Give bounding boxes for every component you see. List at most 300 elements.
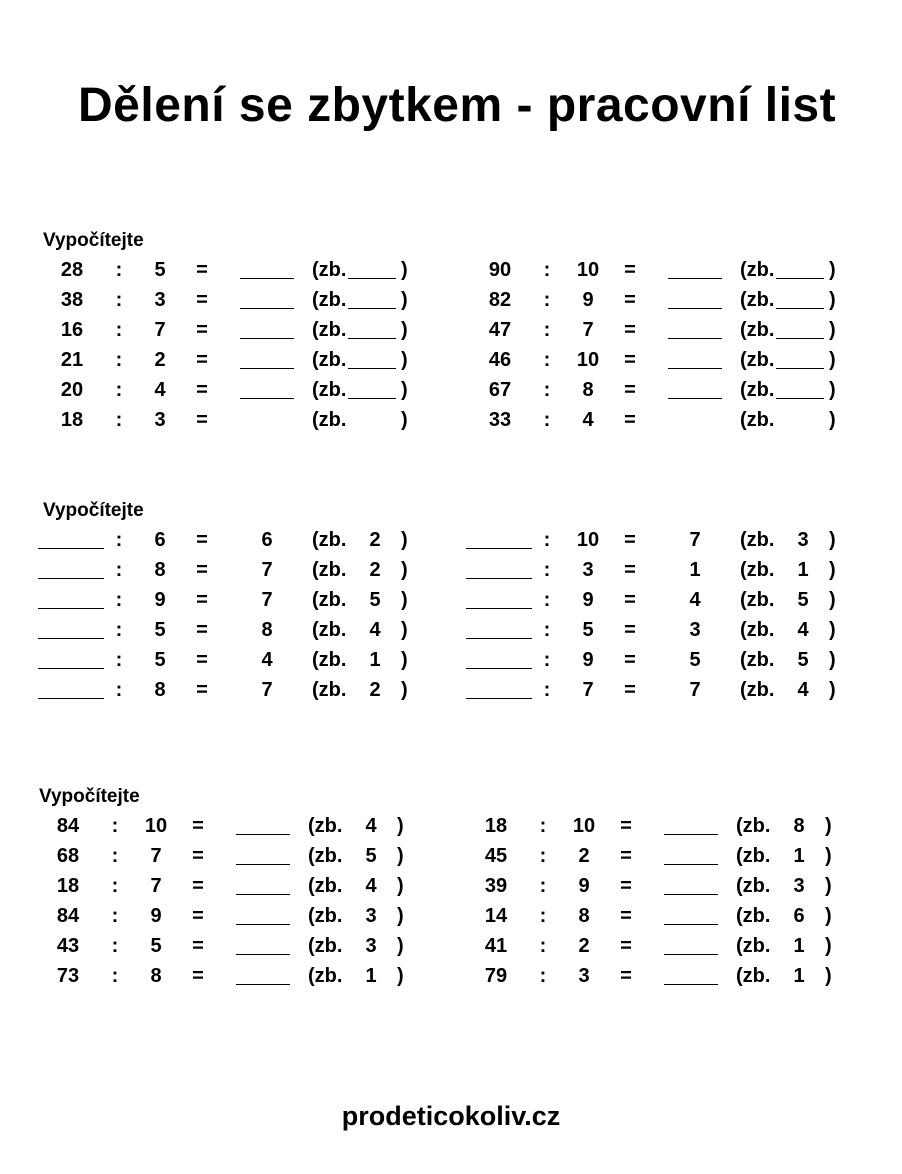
quotient: 5 bbox=[689, 649, 701, 671]
remainder-answer-blank[interactable] bbox=[348, 338, 396, 339]
remainder: 6 bbox=[793, 905, 805, 927]
remainder-close-paren: ) bbox=[401, 619, 408, 641]
dividend: 43 bbox=[56, 935, 80, 957]
divisor: 2 bbox=[154, 349, 166, 371]
dividend: 73 bbox=[56, 965, 80, 987]
remainder-label: (zb. bbox=[740, 619, 775, 641]
quotient-answer-blank[interactable] bbox=[236, 984, 290, 985]
equals-sign: = bbox=[624, 349, 636, 371]
equals-sign: = bbox=[196, 619, 208, 641]
dividend: 18 bbox=[484, 815, 508, 837]
divisor: 8 bbox=[150, 965, 162, 987]
divisor: 9 bbox=[150, 905, 162, 927]
quotient-answer-blank[interactable] bbox=[664, 894, 718, 895]
divisor: 8 bbox=[578, 905, 590, 927]
division-sign: : bbox=[111, 965, 119, 987]
problem-column-left bbox=[0, 811, 426, 1001]
division-problem-row bbox=[0, 255, 430, 285]
remainder-close-paren: ) bbox=[397, 935, 404, 957]
division-sign: : bbox=[115, 349, 123, 371]
equals-sign: = bbox=[624, 319, 636, 341]
remainder-close-paren: ) bbox=[825, 965, 832, 987]
divisor: 5 bbox=[154, 619, 166, 641]
divisor: 9 bbox=[582, 289, 594, 311]
remainder-label: (zb. bbox=[308, 845, 343, 867]
remainder-close-paren: ) bbox=[397, 905, 404, 927]
remainder: 1 bbox=[793, 935, 805, 957]
division-sign: : bbox=[115, 589, 123, 611]
dividend-answer-blank[interactable] bbox=[466, 548, 532, 549]
division-problem-row bbox=[0, 871, 426, 901]
division-problem-row bbox=[0, 675, 430, 705]
remainder-label: (zb. bbox=[308, 905, 343, 927]
remainder-answer-blank[interactable] bbox=[348, 398, 396, 399]
division-sign: : bbox=[543, 589, 551, 611]
dividend-answer-blank[interactable] bbox=[466, 608, 532, 609]
remainder: 4 bbox=[797, 619, 809, 641]
remainder-close-paren: ) bbox=[825, 845, 832, 867]
section-heading: Vypočítejte bbox=[43, 230, 144, 251]
quotient-answer-blank[interactable] bbox=[668, 278, 722, 279]
division-problem-row bbox=[0, 931, 426, 961]
division-problem-row bbox=[424, 931, 854, 961]
quotient: 7 bbox=[261, 679, 273, 701]
quotient-answer-blank[interactable] bbox=[664, 984, 718, 985]
division-sign: : bbox=[115, 319, 123, 341]
remainder-label: (zb. bbox=[740, 589, 775, 611]
section-2 bbox=[0, 525, 902, 715]
remainder-answer-blank[interactable] bbox=[348, 308, 396, 309]
remainder-close-paren: ) bbox=[397, 965, 404, 987]
division-sign: : bbox=[543, 559, 551, 581]
divisor: 9 bbox=[582, 589, 594, 611]
division-problem-row bbox=[0, 961, 426, 991]
dividend-answer-blank[interactable] bbox=[38, 608, 104, 609]
equals-sign: = bbox=[620, 905, 632, 927]
remainder: 5 bbox=[365, 845, 377, 867]
remainder-label: (zb. bbox=[312, 319, 347, 341]
remainder-close-paren: ) bbox=[397, 875, 404, 897]
divisor: 2 bbox=[578, 935, 590, 957]
divisor: 10 bbox=[576, 529, 600, 551]
division-problem-row bbox=[0, 585, 430, 615]
quotient: 4 bbox=[261, 649, 273, 671]
division-sign: : bbox=[543, 349, 551, 371]
remainder: 4 bbox=[365, 875, 377, 897]
dividend-answer-blank[interactable] bbox=[38, 548, 104, 549]
problem-column-right bbox=[428, 525, 858, 715]
dividend: 28 bbox=[60, 259, 84, 281]
remainder-answer-blank[interactable] bbox=[776, 308, 824, 309]
divisor: 7 bbox=[154, 319, 166, 341]
divisor: 7 bbox=[150, 845, 162, 867]
remainder-close-paren: ) bbox=[829, 349, 836, 371]
remainder-close-paren: ) bbox=[829, 319, 836, 341]
divisor: 9 bbox=[154, 589, 166, 611]
remainder-label: (zb. bbox=[312, 379, 347, 401]
divisor: 4 bbox=[154, 379, 166, 401]
equals-sign: = bbox=[196, 649, 208, 671]
remainder-close-paren: ) bbox=[401, 349, 408, 371]
divisor: 10 bbox=[144, 815, 168, 837]
division-problem-row bbox=[0, 345, 430, 375]
division-problem-row bbox=[428, 375, 858, 405]
division-problem-row bbox=[0, 901, 426, 931]
remainder-answer-blank[interactable] bbox=[776, 368, 824, 369]
equals-sign: = bbox=[624, 379, 636, 401]
division-sign: : bbox=[543, 619, 551, 641]
remainder-close-paren: ) bbox=[401, 379, 408, 401]
remainder-close-paren: ) bbox=[829, 559, 836, 581]
remainder-close-paren: ) bbox=[401, 679, 408, 701]
division-problem-row bbox=[428, 585, 858, 615]
dividend: 38 bbox=[60, 289, 84, 311]
remainder-label: (zb. bbox=[308, 965, 343, 987]
dividend-answer-blank[interactable] bbox=[466, 698, 532, 699]
division-problem-row bbox=[0, 615, 430, 645]
remainder-label: (zb. bbox=[740, 349, 775, 371]
divisor: 10 bbox=[572, 815, 596, 837]
dividend: 47 bbox=[488, 319, 512, 341]
dividend: 20 bbox=[60, 379, 84, 401]
remainder-close-paren: ) bbox=[825, 875, 832, 897]
remainder-close-paren: ) bbox=[401, 259, 408, 281]
division-problem-row bbox=[0, 285, 430, 315]
dividend: 39 bbox=[484, 875, 508, 897]
equals-sign: = bbox=[196, 589, 208, 611]
division-problem-row bbox=[428, 645, 858, 675]
dividend: 16 bbox=[60, 319, 84, 341]
quotient-answer-blank[interactable] bbox=[240, 398, 294, 399]
quotient: 7 bbox=[261, 559, 273, 581]
quotient-answer-blank[interactable] bbox=[240, 308, 294, 309]
division-sign: : bbox=[543, 409, 551, 431]
division-sign: : bbox=[115, 259, 123, 281]
remainder-answer-blank[interactable] bbox=[776, 278, 824, 279]
division-sign: : bbox=[543, 529, 551, 551]
divisor: 8 bbox=[154, 679, 166, 701]
division-sign: : bbox=[115, 379, 123, 401]
remainder: 2 bbox=[369, 529, 381, 551]
quotient-answer-blank[interactable] bbox=[668, 368, 722, 369]
dividend-answer-blank[interactable] bbox=[466, 638, 532, 639]
remainder-label: (zb. bbox=[312, 649, 347, 671]
remainder: 3 bbox=[365, 905, 377, 927]
divisor: 8 bbox=[154, 559, 166, 581]
quotient-answer-blank[interactable] bbox=[668, 338, 722, 339]
remainder-label: (zb. bbox=[736, 905, 771, 927]
dividend: 41 bbox=[484, 935, 508, 957]
equals-sign: = bbox=[624, 259, 636, 281]
problem-column-right bbox=[424, 811, 854, 1001]
division-sign: : bbox=[543, 649, 551, 671]
divisor: 9 bbox=[582, 649, 594, 671]
remainder-close-paren: ) bbox=[829, 409, 836, 431]
division-problem-row bbox=[428, 285, 858, 315]
remainder: 8 bbox=[793, 815, 805, 837]
dividend: 68 bbox=[56, 845, 80, 867]
remainder: 2 bbox=[369, 559, 381, 581]
division-problem-row bbox=[0, 645, 430, 675]
remainder-label: (zb. bbox=[736, 935, 771, 957]
divisor: 8 bbox=[582, 379, 594, 401]
remainder-close-paren: ) bbox=[829, 679, 836, 701]
remainder-label: (zb. bbox=[308, 875, 343, 897]
problem-column-right bbox=[428, 255, 858, 445]
divisor: 7 bbox=[582, 679, 594, 701]
equals-sign: = bbox=[624, 679, 636, 701]
remainder: 1 bbox=[793, 845, 805, 867]
division-sign: : bbox=[539, 935, 547, 957]
division-sign: : bbox=[543, 259, 551, 281]
equals-sign: = bbox=[624, 649, 636, 671]
dividend: 67 bbox=[488, 379, 512, 401]
equals-sign: = bbox=[196, 259, 208, 281]
remainder-label: (zb. bbox=[740, 559, 775, 581]
dividend-answer-blank[interactable] bbox=[38, 638, 104, 639]
remainder: 1 bbox=[797, 559, 809, 581]
division-problem-row bbox=[424, 901, 854, 931]
remainder-close-paren: ) bbox=[397, 815, 404, 837]
division-sign: : bbox=[111, 815, 119, 837]
division-problem-row bbox=[424, 811, 854, 841]
equals-sign: = bbox=[196, 289, 208, 311]
remainder-label: (zb. bbox=[736, 965, 771, 987]
division-sign: : bbox=[111, 875, 119, 897]
quotient-answer-blank[interactable] bbox=[668, 398, 722, 399]
dividend: 18 bbox=[60, 409, 84, 431]
division-problem-row bbox=[0, 555, 430, 585]
divisor: 5 bbox=[154, 649, 166, 671]
divisor: 5 bbox=[154, 259, 166, 281]
equals-sign: = bbox=[624, 589, 636, 611]
equals-sign: = bbox=[196, 529, 208, 551]
section-heading: Vypočítejte bbox=[39, 786, 140, 807]
footer-website: prodeticokoliv.cz bbox=[341, 1101, 561, 1131]
remainder-close-paren: ) bbox=[829, 259, 836, 281]
remainder: 3 bbox=[365, 935, 377, 957]
division-sign: : bbox=[539, 875, 547, 897]
remainder-label: (zb. bbox=[312, 529, 347, 551]
quotient: 1 bbox=[689, 559, 701, 581]
quotient-answer-blank[interactable] bbox=[236, 954, 290, 955]
equals-sign: = bbox=[624, 559, 636, 581]
equals-sign: = bbox=[624, 409, 636, 431]
divisor: 4 bbox=[582, 409, 594, 431]
divisor: 6 bbox=[154, 529, 166, 551]
remainder: 1 bbox=[369, 649, 381, 671]
quotient-answer-blank[interactable] bbox=[240, 338, 294, 339]
dividend: 45 bbox=[484, 845, 508, 867]
quotient: 7 bbox=[689, 529, 701, 551]
quotient-answer-blank[interactable] bbox=[240, 368, 294, 369]
problem-column-left bbox=[0, 525, 430, 715]
quotient-answer-blank[interactable] bbox=[664, 924, 718, 925]
division-sign: : bbox=[543, 289, 551, 311]
equals-sign: = bbox=[196, 559, 208, 581]
division-sign: : bbox=[111, 905, 119, 927]
remainder-close-paren: ) bbox=[401, 289, 408, 311]
quotient-answer-blank[interactable] bbox=[668, 308, 722, 309]
divisor: 7 bbox=[582, 319, 594, 341]
remainder: 4 bbox=[369, 619, 381, 641]
division-problem-row bbox=[428, 615, 858, 645]
equals-sign: = bbox=[192, 965, 204, 987]
division-sign: : bbox=[539, 815, 547, 837]
remainder: 5 bbox=[797, 589, 809, 611]
equals-sign: = bbox=[192, 815, 204, 837]
remainder-label: (zb. bbox=[312, 679, 347, 701]
remainder-answer-blank[interactable] bbox=[776, 338, 824, 339]
quotient-answer-blank[interactable] bbox=[664, 834, 718, 835]
division-problem-row bbox=[428, 525, 858, 555]
remainder-label: (zb. bbox=[312, 619, 347, 641]
remainder-answer-blank[interactable] bbox=[776, 398, 824, 399]
division-sign: : bbox=[111, 845, 119, 867]
division-sign: : bbox=[111, 935, 119, 957]
remainder-label: (zb. bbox=[312, 589, 347, 611]
remainder-close-paren: ) bbox=[829, 649, 836, 671]
remainder: 4 bbox=[797, 679, 809, 701]
equals-sign: = bbox=[192, 875, 204, 897]
division-problem-row bbox=[0, 811, 426, 841]
dividend: 84 bbox=[56, 815, 80, 837]
dividend-answer-blank[interactable] bbox=[466, 668, 532, 669]
quotient-answer-blank[interactable] bbox=[664, 954, 718, 955]
divisor: 2 bbox=[578, 845, 590, 867]
division-problem-row bbox=[428, 315, 858, 345]
quotient-answer-blank[interactable] bbox=[236, 834, 290, 835]
remainder-label: (zb. bbox=[740, 679, 775, 701]
division-sign: : bbox=[115, 679, 123, 701]
quotient-answer-blank[interactable] bbox=[240, 278, 294, 279]
quotient: 6 bbox=[261, 529, 273, 551]
quotient-answer-blank[interactable] bbox=[236, 894, 290, 895]
division-sign: : bbox=[539, 965, 547, 987]
division-sign: : bbox=[115, 529, 123, 551]
divisor: 5 bbox=[150, 935, 162, 957]
remainder-label: (zb. bbox=[736, 845, 771, 867]
quotient: 8 bbox=[261, 619, 273, 641]
dividend: 84 bbox=[56, 905, 80, 927]
dividend-answer-blank[interactable] bbox=[466, 578, 532, 579]
quotient: 7 bbox=[261, 589, 273, 611]
quotient: 3 bbox=[689, 619, 701, 641]
remainder-label: (zb. bbox=[740, 529, 775, 551]
equals-sign: = bbox=[624, 289, 636, 311]
remainder-close-paren: ) bbox=[825, 905, 832, 927]
remainder: 3 bbox=[797, 529, 809, 551]
equals-sign: = bbox=[192, 905, 204, 927]
dividend: 82 bbox=[488, 289, 512, 311]
division-sign: : bbox=[115, 289, 123, 311]
dividend-answer-blank[interactable] bbox=[38, 668, 104, 669]
remainder-close-paren: ) bbox=[829, 379, 836, 401]
division-sign: : bbox=[543, 379, 551, 401]
remainder: 5 bbox=[369, 589, 381, 611]
remainder-close-paren: ) bbox=[401, 529, 408, 551]
remainder-close-paren: ) bbox=[401, 319, 408, 341]
remainder-label: (zb. bbox=[736, 815, 771, 837]
quotient-answer-blank[interactable] bbox=[236, 864, 290, 865]
equals-sign: = bbox=[620, 875, 632, 897]
divisor: 9 bbox=[578, 875, 590, 897]
remainder-label: (zb. bbox=[740, 289, 775, 311]
dividend-answer-blank[interactable] bbox=[38, 578, 104, 579]
equals-sign: = bbox=[624, 619, 636, 641]
equals-sign: = bbox=[192, 935, 204, 957]
equals-sign: = bbox=[196, 349, 208, 371]
quotient-answer-blank[interactable] bbox=[664, 864, 718, 865]
remainder-label: (zb. bbox=[740, 649, 775, 671]
divisor: 3 bbox=[578, 965, 590, 987]
equals-sign: = bbox=[624, 529, 636, 551]
division-problem-row bbox=[428, 345, 858, 375]
remainder-close-paren: ) bbox=[829, 529, 836, 551]
remainder-label: (zb. bbox=[740, 319, 775, 341]
division-problem-row bbox=[428, 405, 858, 435]
remainder-close-paren: ) bbox=[829, 589, 836, 611]
section-3 bbox=[0, 811, 902, 1001]
remainder-label: (zb. bbox=[740, 409, 775, 431]
divisor: 3 bbox=[582, 559, 594, 581]
remainder-label: (zb. bbox=[312, 409, 347, 431]
remainder-close-paren: ) bbox=[401, 589, 408, 611]
remainder: 5 bbox=[797, 649, 809, 671]
quotient: 4 bbox=[689, 589, 701, 611]
remainder: 2 bbox=[369, 679, 381, 701]
remainder-label: (zb. bbox=[312, 559, 347, 581]
remainder-label: (zb. bbox=[740, 259, 775, 281]
division-sign: : bbox=[539, 845, 547, 867]
remainder: 1 bbox=[793, 965, 805, 987]
dividend: 18 bbox=[56, 875, 80, 897]
divisor: 3 bbox=[154, 289, 166, 311]
divisor: 7 bbox=[150, 875, 162, 897]
equals-sign: = bbox=[620, 965, 632, 987]
remainder-answer-blank[interactable] bbox=[348, 368, 396, 369]
remainder-close-paren: ) bbox=[397, 845, 404, 867]
remainder-close-paren: ) bbox=[829, 289, 836, 311]
division-sign: : bbox=[115, 619, 123, 641]
dividend: 14 bbox=[484, 905, 508, 927]
dividend: 33 bbox=[488, 409, 512, 431]
quotient: 7 bbox=[689, 679, 701, 701]
division-problem-row bbox=[424, 871, 854, 901]
remainder: 4 bbox=[365, 815, 377, 837]
remainder-close-paren: ) bbox=[825, 815, 832, 837]
remainder-close-paren: ) bbox=[401, 649, 408, 671]
dividend: 21 bbox=[60, 349, 84, 371]
division-problem-row bbox=[424, 841, 854, 871]
division-sign: : bbox=[115, 559, 123, 581]
equals-sign: = bbox=[620, 935, 632, 957]
division-sign: : bbox=[539, 905, 547, 927]
remainder: 3 bbox=[793, 875, 805, 897]
dividend-answer-blank[interactable] bbox=[38, 698, 104, 699]
remainder-answer-blank[interactable] bbox=[348, 278, 396, 279]
remainder-label: (zb. bbox=[308, 815, 343, 837]
division-problem-row bbox=[0, 405, 430, 435]
equals-sign: = bbox=[192, 845, 204, 867]
remainder-label: (zb. bbox=[736, 875, 771, 897]
section-1 bbox=[0, 255, 902, 445]
division-sign: : bbox=[115, 409, 123, 431]
quotient-answer-blank[interactable] bbox=[236, 924, 290, 925]
equals-sign: = bbox=[196, 409, 208, 431]
division-sign: : bbox=[543, 319, 551, 341]
problem-column-left bbox=[0, 255, 430, 445]
